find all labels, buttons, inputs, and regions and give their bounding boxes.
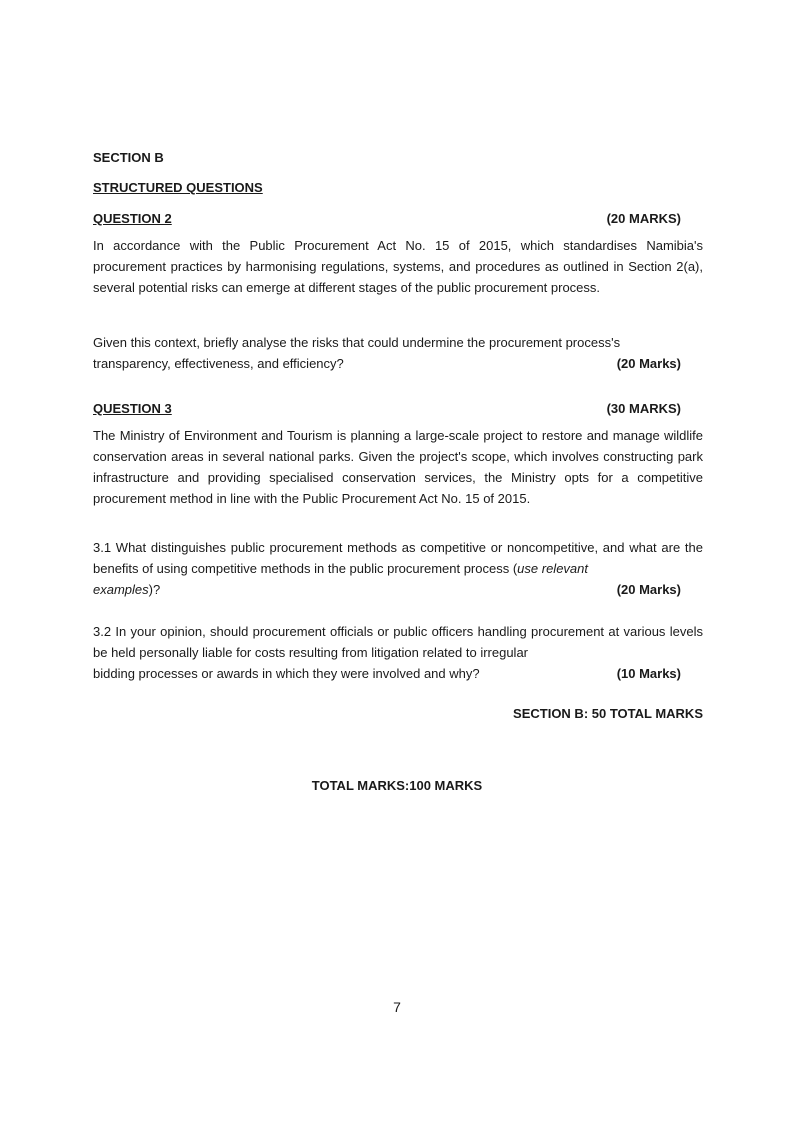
question-3-1-end-text — [93, 579, 160, 600]
question-2-header — [93, 208, 703, 229]
grand-total: TOTAL MARKS:100 MARKS — [311, 778, 483, 793]
section-total: SECTION B: 50 TOTAL MARKS — [513, 706, 703, 721]
question-3-heading: QUESTION 3 — [93, 401, 172, 416]
question-3-2-marks: (10 Marks) — [616, 666, 681, 681]
question-2-prompt-marks: (20 Marks) — [616, 356, 681, 371]
question-3-marks: (30 MARKS) — [606, 401, 681, 416]
question-3-1-end — [93, 579, 703, 600]
page-number: 7 — [393, 999, 401, 1015]
question-2-context: In accordance with the Public Procurement Act No. 15 of 2015, which standardises Namibia's procurement practices by harmonising regulations, systems, and procedures as outlined in Section 2(a), several potential risks can emerge at different stages of the public procurement process. — [93, 238, 703, 295]
question-2-heading: QUESTION 2 — [93, 211, 172, 226]
question-3-2-text: 3.2 In your opinion, should procurement officials or public officers handling procurement at various levels be held personally liable for costs resulting from litigation related to irregular — [93, 624, 703, 660]
question-3-2-last: bidding processes or awards in which they were involved and why? — [93, 666, 480, 681]
question-3-1-italic: use relevant — [517, 561, 588, 576]
question-3-2-end — [93, 663, 703, 684]
question-3-1-marks: (20 Marks) — [616, 582, 681, 597]
question-3-header — [93, 398, 703, 419]
section-subtitle: STRUCTURED QUESTIONS — [93, 180, 263, 195]
question-3-1 — [93, 537, 703, 579]
question-2-prompt-end — [93, 353, 703, 374]
question-2-marks: (20 MARKS) — [606, 211, 681, 226]
question-2-prompt-text: transparency, effectiveness, and efficiency? — [93, 356, 344, 371]
question-3-1-italic-2: examples — [93, 582, 149, 597]
question-3-context: The Ministry of Environment and Tourism is planning a large-scale project to restore and manage wildlife conservation areas in several national parks. Given the project's scope, which involves constructing park infrastructure and providing specialised conservation services, the Ministry opts for a competitive procurement method in line with the Public Procurement Act No. 15 of 2015. — [93, 428, 703, 506]
question-3-1-close: )? — [148, 582, 161, 597]
section-title: SECTION B — [93, 150, 164, 165]
question-3-1-text: 3.1 What distinguishes public procurement methods as competitive or noncompetitive, and what are the benefits of using competitive methods in the public procurement process ( — [93, 540, 703, 576]
question-2-prompt-line: Given this context, briefly analyse the risks that could undermine the procurement process's — [93, 335, 621, 350]
